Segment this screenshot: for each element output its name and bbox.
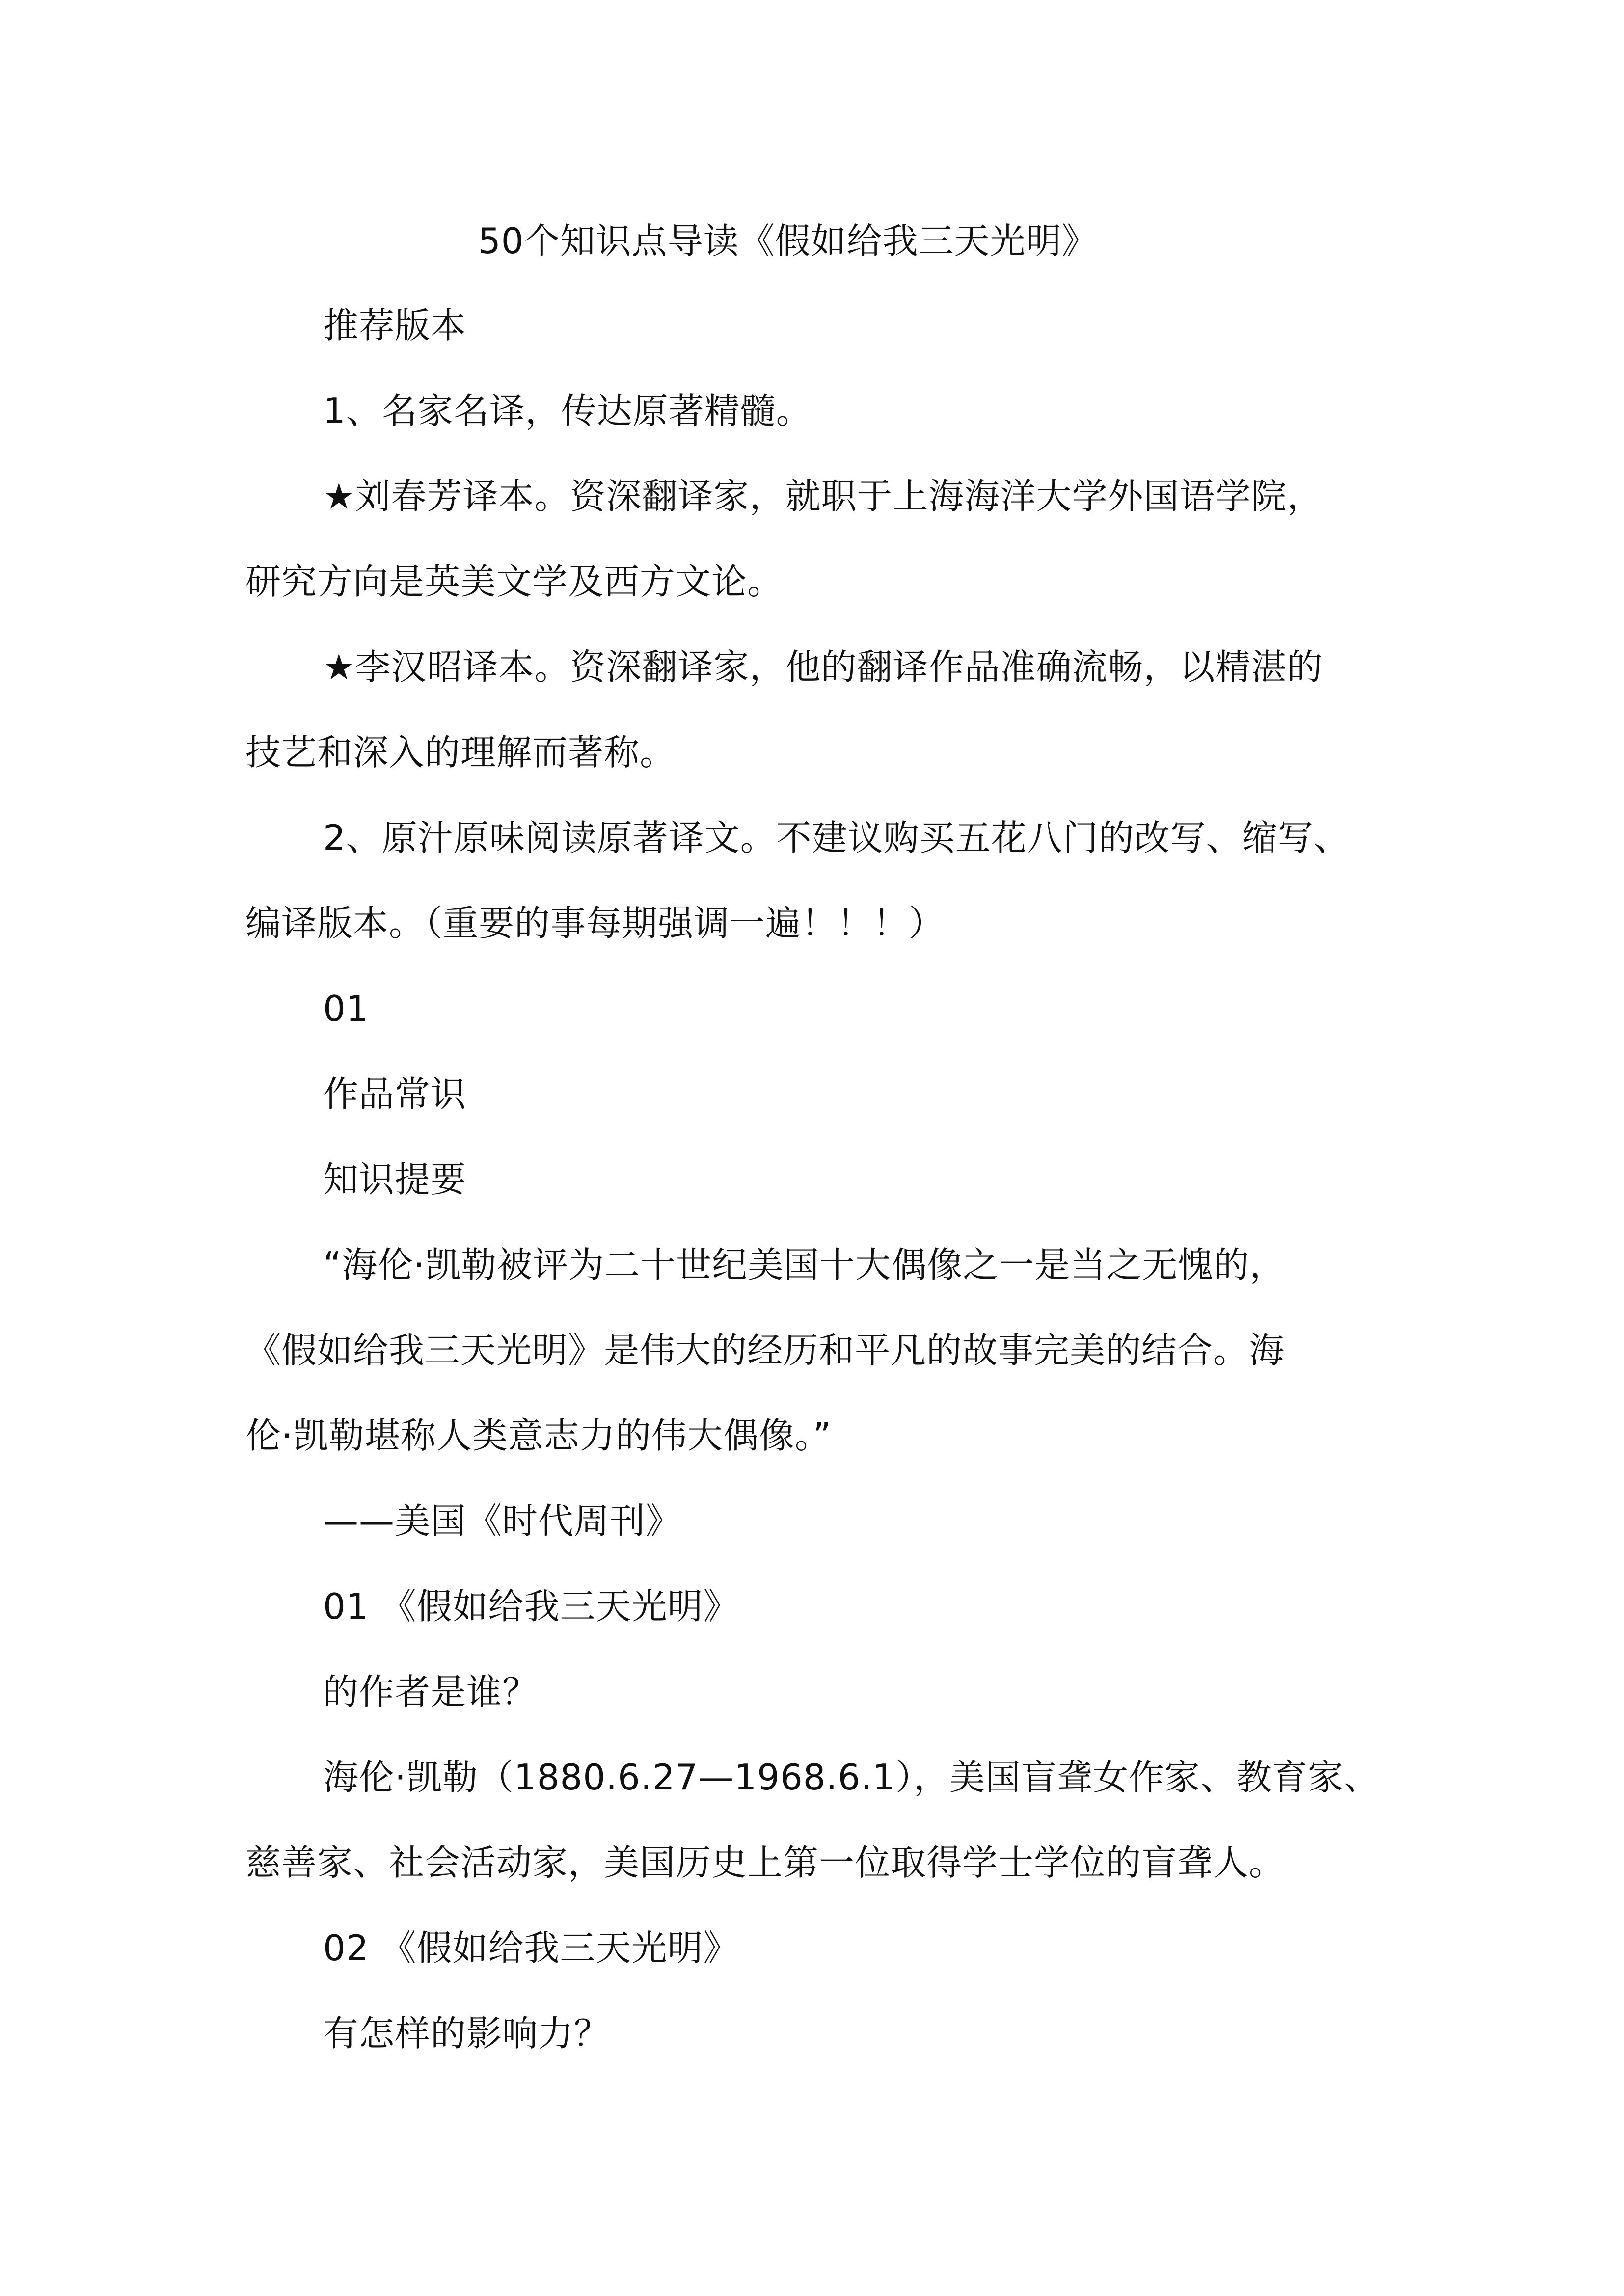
section-subheading: 知识提要 [323, 1159, 467, 1200]
paragraph-line: 研究方向是英美文学及西方文论。 [245, 561, 784, 602]
document-title: 50个知识点导读《假如给我三天光明》 [478, 220, 1098, 262]
question-text: 的作者是谁？ [323, 1671, 539, 1712]
quote-attribution: ——美国《时代周刊》 [323, 1500, 682, 1542]
question-heading: 02 《假如给我三天光明》 [323, 1927, 739, 1969]
paragraph-line: ★刘春芳译本。资深翻译家，就职于上海海洋大学外国语学院， [323, 476, 1323, 517]
section-heading: 作品常识 [323, 1073, 467, 1115]
paragraph-line: 2、原汁原味阅读原著译文。不建议购买五花八门的改写、缩写、 [323, 817, 1350, 858]
question-text: 有怎样的影响力？ [323, 2013, 610, 2054]
quote-line: 《假如给我三天光明》是伟大的经历和平凡的故事完美的结合。海 [245, 1330, 1285, 1371]
section-heading-recommended-versions: 推荐版本 [323, 305, 467, 346]
paragraph-line: 技艺和深入的理解而著称。 [245, 732, 676, 773]
quote-line: 伦·凯勒堪称人类意志力的伟大偶像。” [245, 1415, 832, 1456]
paragraph-line: 1、名家名译，传达原著精髓。 [323, 390, 812, 431]
paragraph-line: 编译版本。（重要的事每期强调一遍！！！） [245, 903, 945, 944]
quote-line: “海伦·凯勒被评为二十世纪美国十大偶像之一是当之无愧的， [323, 1244, 1286, 1285]
paragraph-line: ★李汉昭译本。资深翻译家，他的翻译作品准确流畅，以精湛的 [323, 646, 1323, 688]
answer-line: 慈善家、社会活动家，美国历史上第一位取得学士学位的盲聋人。 [245, 1842, 1285, 1883]
question-heading: 01 《假如给我三天光明》 [323, 1586, 739, 1627]
section-number: 01 [323, 988, 369, 1029]
answer-line: 海伦·凯勒（1880.6.27—1968.6.1），美国盲聋女作家、教育家、 [323, 1757, 1380, 1798]
